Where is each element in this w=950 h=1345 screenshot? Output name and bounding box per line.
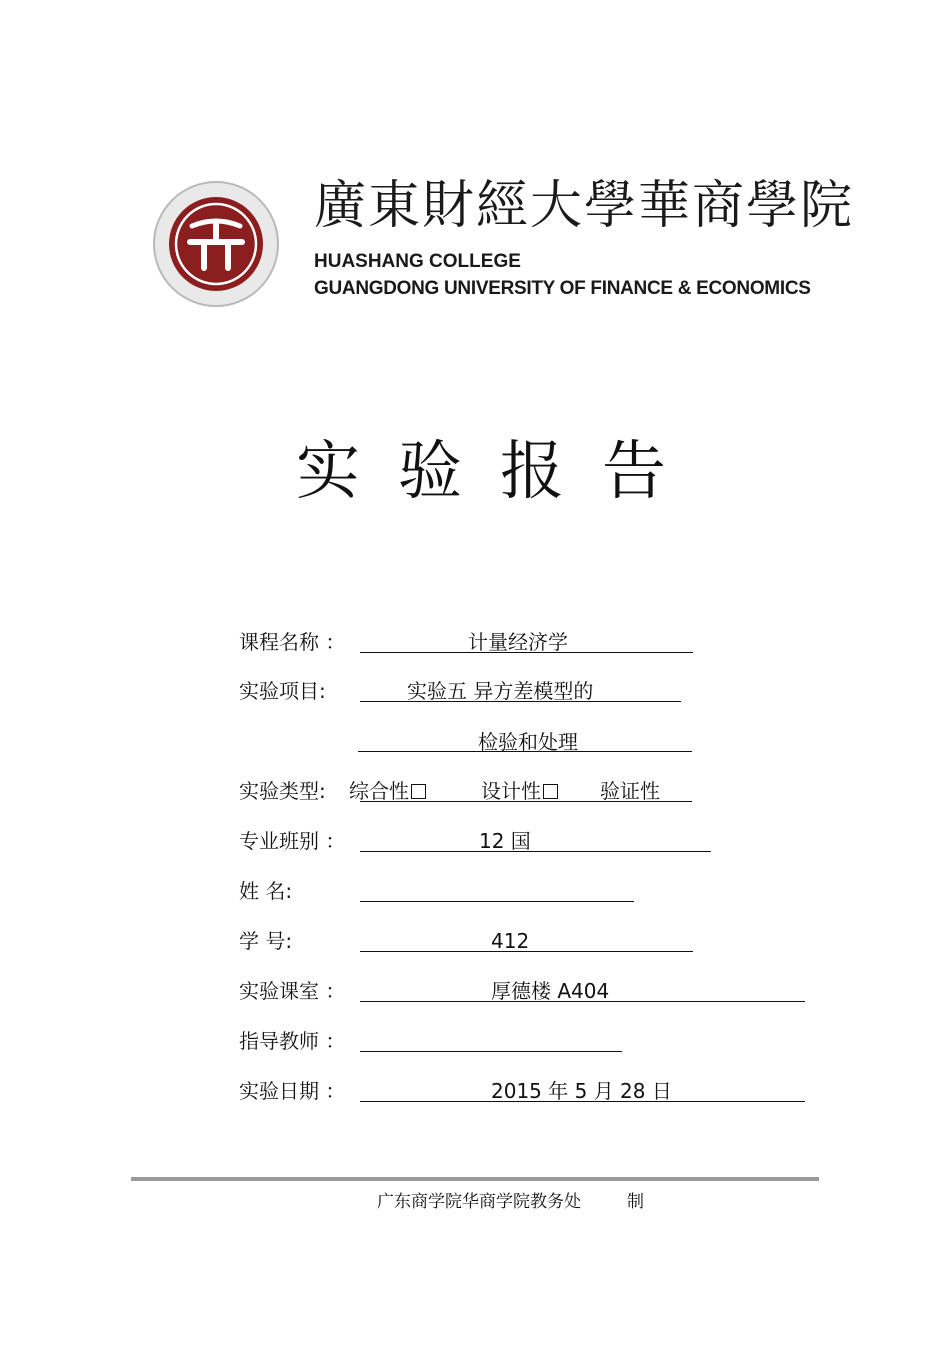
date-value: 2015 年 5 月 28 日 (491, 1079, 672, 1103)
type-option-design-label: 设计性 (481, 779, 541, 803)
classroom-label: 实验课室 ： (239, 979, 346, 1003)
type-option-design (481, 779, 558, 803)
major-class-value: 12 国 (479, 829, 531, 853)
footer-suffix: 制 (627, 1192, 644, 1212)
project-label: 实验项目: (239, 679, 326, 703)
project-value-line2: 检验和处理 (478, 730, 578, 754)
major-class-underline (360, 851, 711, 852)
student-id-label: 学 号: (239, 929, 293, 953)
type-option-verification: 验证性 (600, 779, 660, 803)
type-option-comprehensive-label: 综合性 (349, 779, 409, 803)
college-name-english-line2: GUANGDONG UNIVERSITY OF FINANCE & ECONOMICS (314, 278, 811, 299)
college-seal-logo (152, 180, 280, 308)
type-label: 实验类型: (239, 779, 326, 803)
name-label: 姓 名: (239, 879, 293, 903)
course-value: 计量经济学 (468, 630, 568, 654)
name-underline (360, 901, 634, 902)
classroom-value: 厚德楼 A404 (491, 979, 610, 1003)
checkbox-icon[interactable] (411, 784, 426, 799)
student-id-value: 412 (491, 929, 530, 953)
instructor-underline (360, 1051, 622, 1052)
type-option-comprehensive (349, 779, 426, 803)
course-label: 课程名称 ： (239, 630, 346, 654)
project-value-line1: 实验五 异方差模型的 (407, 679, 594, 703)
report-title: 实验报告 (296, 435, 704, 509)
footer-issuer: 广东商学院华商学院教务处 (377, 1192, 581, 1212)
major-class-label: 专业班别 ： (239, 829, 346, 853)
instructor-label: 指导教师 ： (239, 1029, 346, 1053)
checkbox-icon[interactable] (543, 784, 558, 799)
college-name-english-line1: HUASHANG COLLEGE (314, 251, 521, 272)
date-label: 实验日期 ： (239, 1079, 346, 1103)
college-name-chinese: 廣東財經大學華商學院 (314, 176, 855, 236)
footer-divider (131, 1177, 819, 1181)
